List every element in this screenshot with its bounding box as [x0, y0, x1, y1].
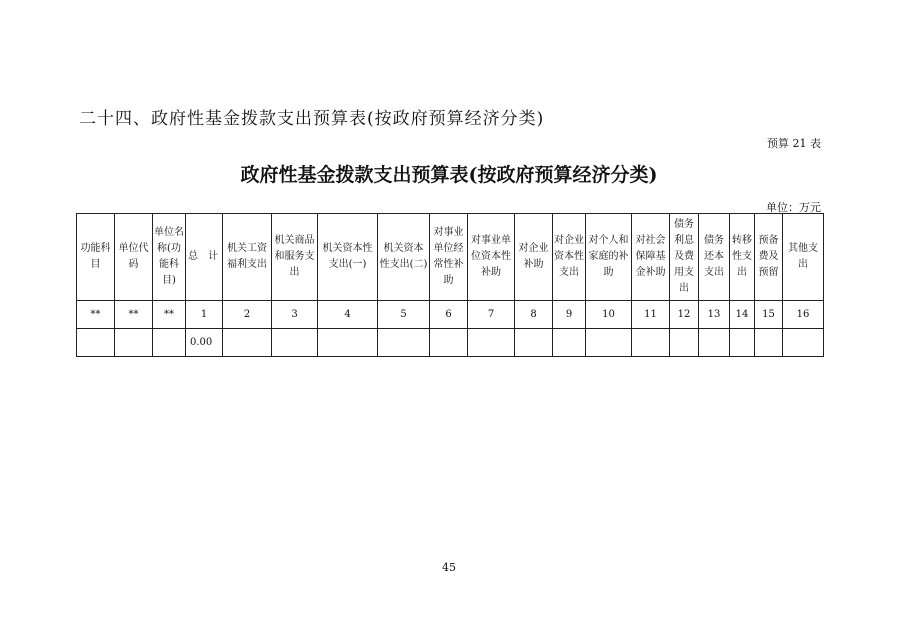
total-value-cell: 0.00	[186, 329, 223, 357]
table-cell	[515, 329, 553, 357]
column-index: 13	[699, 301, 730, 329]
column-header: 对企业资本性支出	[553, 214, 586, 301]
column-header: 机关资本性支出(二)	[378, 214, 430, 301]
column-header: 对事业单位资本性补助	[468, 214, 515, 301]
column-index: 9	[553, 301, 586, 329]
column-header: 其他支出	[783, 214, 824, 301]
column-header: 对事业单位经常性补助	[430, 214, 468, 301]
column-header: 债务还本支出	[699, 214, 730, 301]
table-cell	[755, 329, 783, 357]
column-index: 11	[632, 301, 670, 329]
table-cell	[783, 329, 824, 357]
table-cell	[430, 329, 468, 357]
column-index: 15	[755, 301, 783, 329]
column-index: 1	[186, 301, 223, 329]
table-cell	[272, 329, 318, 357]
table-cell	[115, 329, 153, 357]
table-row	[77, 329, 824, 357]
column-header: 机关商品和服务支出	[272, 214, 318, 301]
table-cell	[318, 329, 378, 357]
column-index: 14	[730, 301, 755, 329]
table-number: 预算 21 表	[767, 137, 821, 150]
column-index: 12	[670, 301, 699, 329]
column-index: 6	[430, 301, 468, 329]
column-header: 对社会保障基金补助	[632, 214, 670, 301]
column-header: 预备费及预留	[755, 214, 783, 301]
column-header: 对个人和家庭的补助	[586, 214, 632, 301]
table-cell	[77, 329, 115, 357]
column-header: 机关工资福利支出	[223, 214, 272, 301]
column-index: **	[153, 301, 186, 329]
column-index: 2	[223, 301, 272, 329]
table-cell	[153, 329, 186, 357]
table-header-row	[77, 214, 824, 301]
column-index: **	[115, 301, 153, 329]
table-cell	[730, 329, 755, 357]
column-header: 债务利息及费用支出	[670, 214, 699, 301]
column-index: 16	[783, 301, 824, 329]
column-header: 单位代码	[115, 214, 153, 301]
column-index: 5	[378, 301, 430, 329]
column-header: 单位名称(功能科目)	[153, 214, 186, 301]
table-cell	[586, 329, 632, 357]
table-cell	[553, 329, 586, 357]
budget-table	[76, 213, 824, 357]
column-index: 8	[515, 301, 553, 329]
column-index-row	[77, 301, 824, 329]
column-index: 7	[468, 301, 515, 329]
column-header: 总 计	[186, 214, 223, 301]
column-header: 机关资本性支出(一)	[318, 214, 378, 301]
table-cell	[223, 329, 272, 357]
column-index: 3	[272, 301, 318, 329]
table-cell	[632, 329, 670, 357]
column-index: 4	[318, 301, 378, 329]
page-number: 45	[442, 561, 456, 574]
unit-label: 单位：万元	[766, 201, 821, 214]
table-cell	[378, 329, 430, 357]
section-heading: 二十四、政府性基金拨款支出预算表(按政府预算经济分类)	[79, 109, 545, 129]
column-index: **	[77, 301, 115, 329]
column-index: 10	[586, 301, 632, 329]
column-header: 功能科目	[77, 214, 115, 301]
column-header: 对企业补助	[515, 214, 553, 301]
table-cell	[468, 329, 515, 357]
document-title: 政府性基金拨款支出预算表(按政府预算经济分类)	[240, 164, 658, 186]
table-cell	[670, 329, 699, 357]
table-cell	[699, 329, 730, 357]
column-header: 转移性支出	[730, 214, 755, 301]
